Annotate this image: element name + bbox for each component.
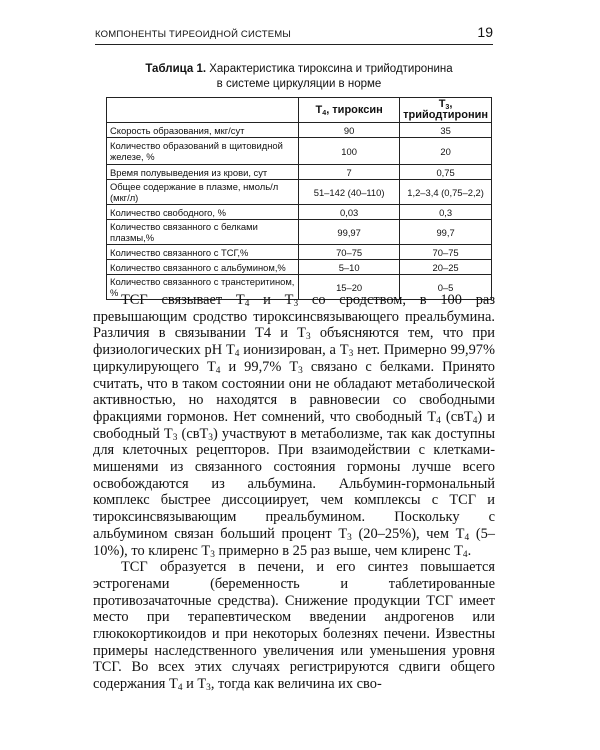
table-cell-t3: 0,3	[400, 205, 492, 220]
table-cell-t3: 20	[400, 138, 492, 165]
table-cell-t4: 70–75	[299, 245, 400, 260]
table-header-t4: $Т_4$, тироксин	[299, 98, 400, 123]
table-row	[107, 205, 492, 220]
table-cell-param: Скорость образования, мкг/сут	[107, 123, 299, 138]
running-title: КОМПОНЕНТЫ ТИРЕОИДНОЙ СИСТЕМЫ	[95, 29, 292, 40]
paragraph-2: ТСГ образуется в печени, и его синтез повышается эстрогенами (беременность и таблетированные противозачаточные средства). Снижение продукции ТСГ имеет место при терапевтическом введении андрогенов или глюкокортикоидов и при некоторых болезнях печени. Известны примеры наследственного увеличения или уменьшения уровня ТСГ. Во всех этих случаях регистрируются сдвиги общего содержания $Т_4$ и $Т_3$, тогда как величина их сво-	[93, 559, 495, 694]
table-row	[107, 220, 492, 245]
table-header-empty	[107, 98, 299, 123]
table-cell-t3: 35	[400, 123, 492, 138]
table-cell-param: Количество связанного с транстеритином, %	[107, 275, 299, 300]
table-cell-param: Количество образований в щитовидной железе, %	[107, 138, 299, 165]
table-cell-t3: 0,75	[400, 165, 492, 180]
table-caption-label: Таблица 1.	[145, 63, 207, 75]
table-row	[107, 165, 492, 180]
body-text	[93, 292, 495, 693]
running-header	[95, 24, 493, 45]
table-cell-t3: 0–5	[400, 275, 492, 300]
table-row	[107, 123, 492, 138]
table-cell-t3: 99,7	[400, 220, 492, 245]
table-cell-t4: 5–10	[299, 260, 400, 275]
table-cell-param: Общее содержание в плазме, нмоль/л (мкг/л)	[107, 180, 299, 205]
table-row	[107, 138, 492, 165]
table-cell-param: Количество связанного с белками плазмы,%	[107, 220, 299, 245]
table-cell-t4: 90	[299, 123, 400, 138]
table-caption-text-2: в системе циркуляции в норме	[216, 78, 382, 90]
table-cell-param: Количество связанного с ТСГ,%	[107, 245, 299, 260]
table-cell-t4: 51–142 (40–110)	[299, 180, 400, 205]
table-cell-t3: 70–75	[400, 245, 492, 260]
table-header-t3: $Т_3$, трийодтиронин	[400, 98, 492, 123]
table-cell-t4: 99,97	[299, 220, 400, 245]
table-cell-param: Количество свободного, %	[107, 205, 299, 220]
table-row	[107, 245, 492, 260]
paragraph-1: ТСГ связывает $Т_4$ и $Т_3$ со сродством, в 100 раз превышающим сродство тироксинсвязывающего преальбумина. Различия в связывании Т4 и $Т_3$ объясняются тем, что при физиологических pH $Т_4$ ионизирован, а $Т_3$ нет. Примерно 99,97% циркулирующего $Т_4$ и 99,7% $Т_3$ связано с белками. Принято считать, что в таком состоянии они не обладают метаболической активностью, но находятся в равновесии со свободными фракциями гормонов. Нет сомнений, что свободный $Т_4$ (свТ$_4$) и свободный $Т_3$ (свТ$_3$) участвуют в метаболизме, так как доступны для клеточных рецепторов. При взаимодействии с клетками-мишенями из связанного состояния гормоны лучше всего освобождаются из альбумина. Альбумин-гормональный комплекс быстрее диссоциирует, чем комплексы с ТСГ и тироксинсвязывающим преальбумином. Поскольку с альбумином связан больший процент $Т_3$ (20–25%), чем $Т_4$ (5–10%), то клиренс $Т_3$ примерно в 25 раз выше, чем клиренс $Т_4$.	[93, 292, 496, 560]
table-cell-t3: 1,2–3,4 (0,75–2,2)	[400, 180, 492, 205]
table-cell-t4: 7	[299, 165, 400, 180]
table-caption-text-1: Характеристика тироксина и трийодтиронина	[209, 63, 453, 75]
table-cell-param: Время полувыведения из крови, сут	[107, 165, 299, 180]
table-cell-t4: 0,03	[299, 205, 400, 220]
table-row	[107, 180, 492, 205]
page-number: 19	[477, 24, 493, 40]
table-cell-t4: 100	[299, 138, 400, 165]
table-row	[107, 260, 492, 275]
table-header-row	[107, 98, 492, 123]
table-cell-param: Количество связанного с альбумином,%	[107, 260, 299, 275]
table-cell-t4: 15–20	[299, 275, 400, 300]
table-caption	[105, 62, 493, 92]
table-cell-t3: 20–25	[400, 260, 492, 275]
hormone-table	[106, 97, 492, 300]
